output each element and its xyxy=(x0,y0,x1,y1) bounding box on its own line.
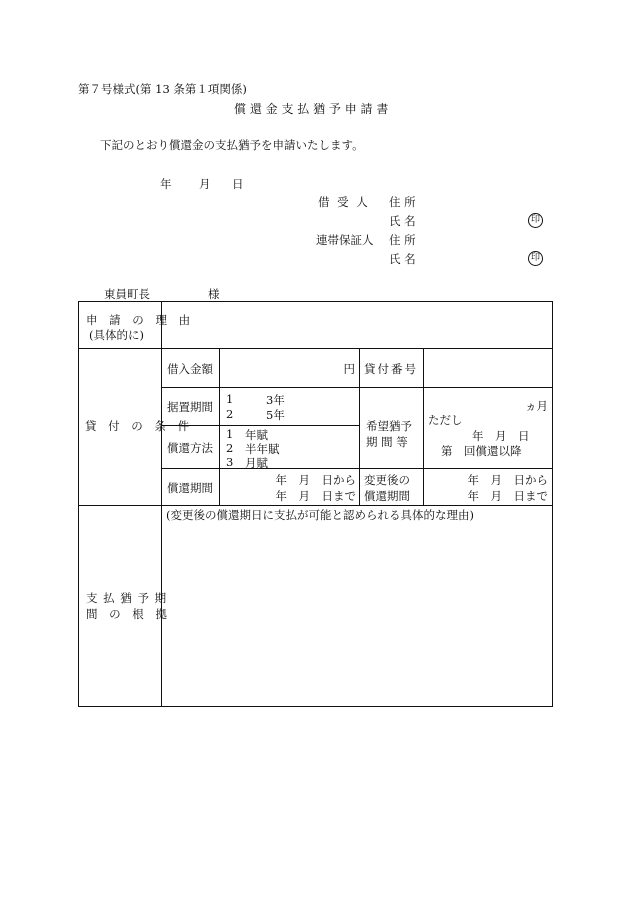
guarantor-address-label: 住 所 xyxy=(389,233,416,247)
grace-period-options[interactable] xyxy=(220,388,360,426)
period-from-label: 年 月 日から xyxy=(275,473,356,487)
changed-period-label: 変更後の xyxy=(364,473,410,487)
intro-text: 下記のとおり償還金の支払猶予を申請いたします。 xyxy=(100,138,364,152)
date-year-label: 年 xyxy=(160,177,172,191)
repayment-method-options[interactable] xyxy=(220,426,360,469)
desired-grace-field[interactable] xyxy=(424,388,553,469)
months-unit: ヵ月 xyxy=(525,399,548,413)
repayment-option-value: 月賦 xyxy=(245,456,268,470)
changed-period-label-cell xyxy=(360,469,424,506)
basis-field[interactable] xyxy=(162,506,553,707)
basis-label-sub: 間 の 根 拠 xyxy=(86,607,171,621)
repayment-period-label-cell xyxy=(162,469,220,506)
grace-option-num: 1 xyxy=(226,392,234,406)
start-date-label: 年 月 日 xyxy=(472,429,530,443)
changed-period-field[interactable] xyxy=(424,469,553,506)
repayment-option-num: 1 xyxy=(226,427,234,441)
form-number: 第７号様式(第 13 条第１項関係) xyxy=(78,82,247,96)
reason-label: 申 請 の 理 由 xyxy=(86,313,195,327)
repayment-option-value: 半年賦 xyxy=(245,442,280,456)
borrower-address-label: 住 所 xyxy=(389,195,416,209)
date-day-label: 日 xyxy=(232,177,244,191)
repayment-method-label-cell xyxy=(162,426,220,469)
loan-amount-label-cell xyxy=(162,349,220,388)
desired-grace-label-sub: 期 間 等 xyxy=(366,435,408,449)
repayment-option-num: 2 xyxy=(226,441,234,455)
repayment-option-value: 年賦 xyxy=(245,428,268,442)
repayment-method-label: 償還方法 xyxy=(167,441,213,455)
loan-number-label-cell xyxy=(360,349,424,388)
grace-option-value: 5年 xyxy=(266,408,285,422)
desired-grace-label: 希望猶予 xyxy=(366,419,412,433)
reason-label-sub: (具体的に) xyxy=(89,328,144,342)
grace-period-label-cell xyxy=(162,388,220,426)
guarantor-name-label: 氏 名 xyxy=(389,252,416,266)
grace-option-value: 3年 xyxy=(266,393,285,407)
basis-label: 支 払 猶 予 期 xyxy=(86,591,168,605)
changed-period-label-sub: 償還期間 xyxy=(364,489,410,503)
basis-label-cell xyxy=(79,506,171,707)
from-nth-payment-label: 第 回償還以降 xyxy=(441,444,522,458)
however-label: ただし xyxy=(428,413,463,427)
grace-period-label: 据置期間 xyxy=(167,400,213,414)
guarantor-seal-mark: 印 xyxy=(528,251,543,266)
borrower-seal-mark: 印 xyxy=(528,213,543,228)
basis-note: (変更後の償還期日に支払が可能と認められる具体的な理由) xyxy=(166,508,474,522)
page-title: 償 還 金 支 払 猶 予 申 請 書 xyxy=(234,102,389,116)
repayment-period-label: 償還期間 xyxy=(167,481,213,495)
loan-amount-field[interactable] xyxy=(220,349,360,388)
borrower-name-label: 氏 名 xyxy=(389,214,416,228)
desired-grace-label-cell xyxy=(360,388,424,469)
application-table xyxy=(78,301,553,707)
repayment-period-field[interactable] xyxy=(220,469,360,506)
reason-field[interactable] xyxy=(162,302,553,349)
period-to-label: 年 月 日まで xyxy=(275,489,356,503)
changed-period-from-label: 年 月 日から xyxy=(467,473,548,487)
loan-amount-label: 借入金額 xyxy=(167,362,213,376)
addressee-honorific: 様 xyxy=(208,287,220,301)
date-month-label: 月 xyxy=(199,177,211,191)
loan-conditions-label: 貸 付 の 条 件 xyxy=(85,419,194,433)
repayment-option-num: 3 xyxy=(226,455,234,469)
changed-period-to-label: 年 月 日まで xyxy=(467,489,548,503)
borrower-label: 借 受 人 xyxy=(318,195,370,209)
loan-number-label: 貸付番号 xyxy=(364,362,418,376)
grace-option-num: 2 xyxy=(226,407,234,421)
yen-unit: 円 xyxy=(343,362,355,376)
addressee-mayor: 東員町長 xyxy=(104,287,150,301)
loan-number-field[interactable] xyxy=(424,349,553,388)
guarantor-label: 連帯保証人 xyxy=(316,233,374,247)
reason-label-cell xyxy=(79,302,195,349)
